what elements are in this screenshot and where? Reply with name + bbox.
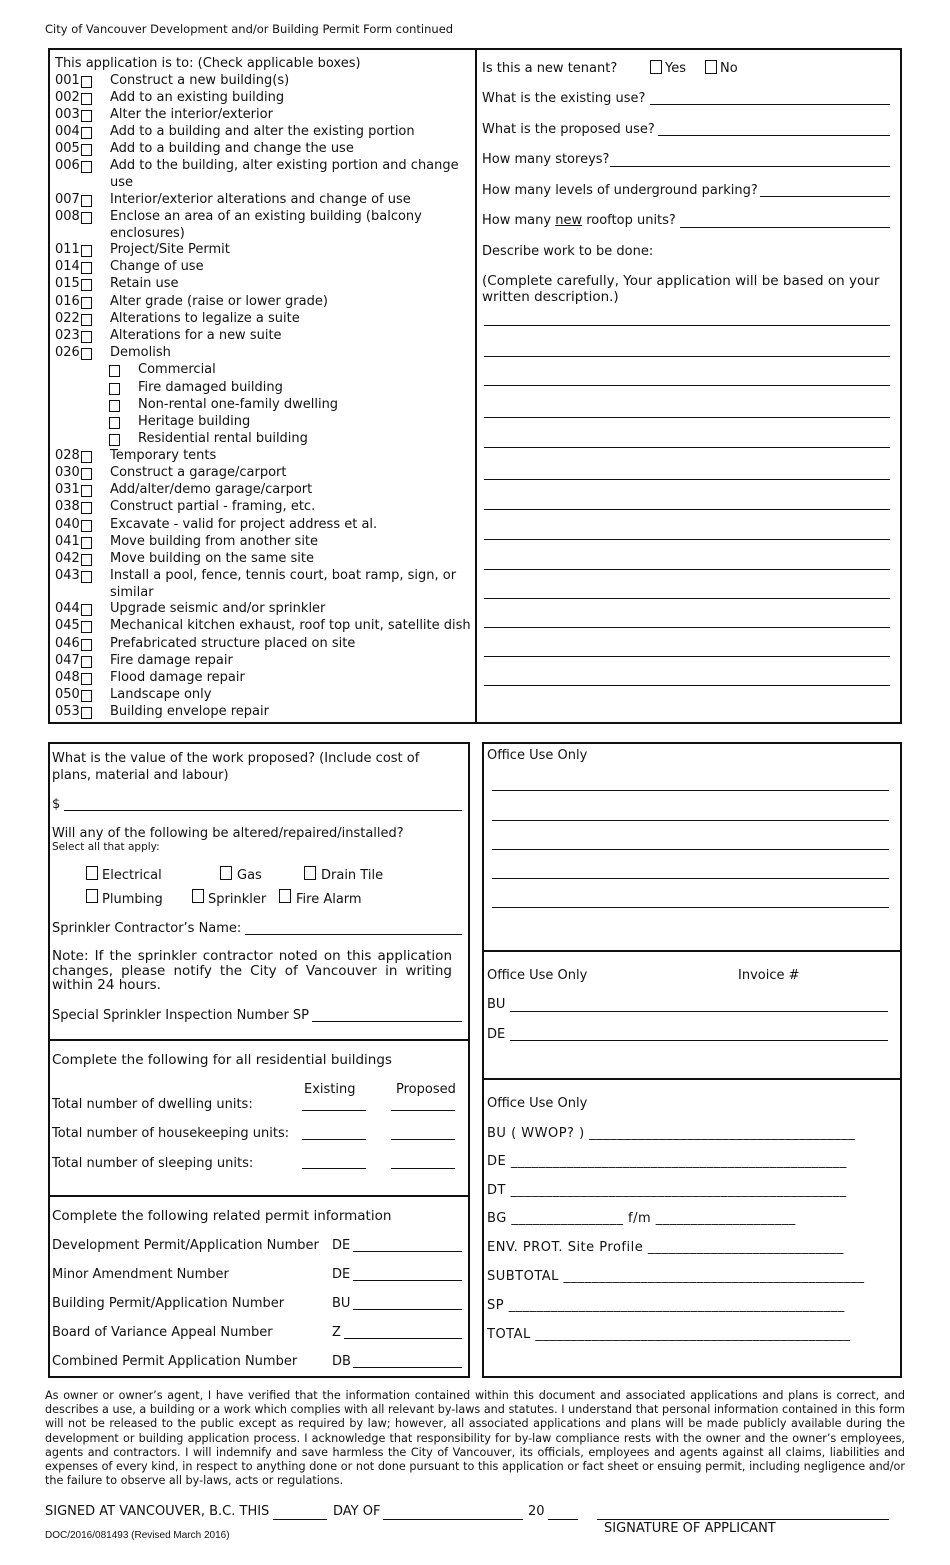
existing-col-label: Existing: [304, 1082, 356, 1097]
doc-number: DOC/2016/081493 (Revised March 2016): [45, 1530, 230, 1541]
new-tenant-no-label: No: [720, 61, 738, 76]
divider-office-3: [482, 1078, 902, 1080]
application-label: Project/Site Permit: [110, 242, 230, 257]
application-checkbox[interactable]: [81, 297, 92, 309]
rooftop-units-field[interactable]: [680, 227, 890, 228]
signed-month-field[interactable]: [383, 1519, 523, 1520]
application-label: Enclose an area of an existing building (balcony: [110, 209, 422, 224]
sprinkler-checkbox[interactable]: [192, 889, 204, 903]
related-permit-label: Board of Variance Appeal Number: [52, 1325, 273, 1340]
application-code: 047: [55, 653, 80, 668]
application-checkbox[interactable]: [81, 571, 92, 583]
fire-alarm-checkbox[interactable]: [279, 889, 291, 903]
description-line[interactable]: [484, 685, 890, 686]
application-label: Move building on the same site: [110, 551, 315, 566]
application-checkbox[interactable]: [81, 502, 92, 514]
sprinkler-note: Note: If the sprinkler contractor noted on this application changes, please notify the City of Vancouver in writing within 24 hours.: [52, 948, 452, 993]
altered-question: Will any of the following be altered/repaired/installed?: [52, 826, 404, 841]
description-line[interactable]: [484, 539, 890, 540]
new-tenant-yes-checkbox[interactable]: [650, 60, 662, 74]
application-code: 046: [55, 636, 80, 651]
office-bu-wwop: BU ( WWOP? ) ______________________________________: [487, 1126, 856, 1141]
application-label: Excavate - valid for project address et al.: [110, 517, 378, 532]
related-permit-label: Development Permit/Application Number: [52, 1238, 319, 1253]
sprinkler-contractor-field[interactable]: [245, 934, 462, 935]
dwelling-units-label: Total number of dwelling units:: [52, 1097, 253, 1112]
application-label: Construct a new building(s): [110, 73, 290, 88]
office-bu-label: BU: [487, 997, 506, 1012]
description-line[interactable]: [484, 385, 890, 386]
application-code: 053: [55, 704, 80, 719]
application-code: 023: [55, 328, 80, 343]
plumbing-label: Plumbing: [102, 892, 163, 907]
application-code: 022: [55, 311, 80, 326]
declaration-text: As owner or owner’s agent, I have verified that the information contained within this document and associated applications and plans is correct, and describes a use, a building or a work which complies with all relevant by-laws and statutes. I understand that personal information contained in this form will not be released to the public except as required by law; however, all associated applications and plans will be made publicly available during the development or building application process. I acknowledge that responsibility for by-law compliance rests with the owner and the owner’s employees, agents and contractors. I will indemnify and save harmless the City of Vancouver, its officials, employees and agents against all claims, liabilities and expenses of every kind, in respect to anything done or not done pursuant to this application or fact sheet or ensuing permit, including negligence and/or the failure to observe all by-laws, acts or regulations.: [45, 1389, 905, 1488]
housekeeping-units-label: Total number of housekeeping units:: [52, 1126, 290, 1141]
sprinkler-contractor-label: Sprinkler Contractor’s Name:: [52, 921, 242, 936]
plumbing-checkbox[interactable]: [86, 889, 98, 903]
related-permit-label: Combined Permit Application Number: [52, 1354, 298, 1369]
demolish-subtype-checkbox[interactable]: [109, 365, 120, 377]
application-label: Alter the interior/exterior: [110, 107, 273, 122]
application-label: Add/alter/demo garage/carport: [110, 482, 313, 497]
divider-related: [48, 1195, 470, 1197]
description-line[interactable]: [484, 509, 890, 510]
description-line[interactable]: [484, 447, 890, 448]
signed-at-label: SIGNED AT VANCOUVER, B.C. THIS: [45, 1504, 270, 1519]
year-prefix: 20: [528, 1504, 545, 1519]
page-header: City of Vancouver Development and/or Building Permit Form continued: [45, 22, 454, 36]
office-use-line[interactable]: [492, 878, 889, 879]
application-code: 007: [55, 192, 80, 207]
dollar-sign: $: [52, 797, 61, 812]
application-checkbox[interactable]: [81, 451, 92, 463]
demolish-subtype-label: Heritage building: [138, 414, 251, 429]
office-de-line: DE ________________________________________________: [487, 1154, 847, 1169]
application-label: Retain use: [110, 276, 179, 291]
office-subtotal-line: SUBTOTAL ___________________________________________: [487, 1269, 865, 1284]
demolish-subtype-label: Residential rental building: [138, 431, 308, 446]
application-checkbox[interactable]: [81, 279, 92, 291]
sleeping-existing-field[interactable]: [302, 1168, 366, 1169]
divider-residential: [48, 1039, 470, 1041]
application-code: 050: [55, 687, 80, 702]
application-checkbox[interactable]: [81, 127, 92, 139]
demolish-subtype-label: Non-rental one-family dwelling: [138, 397, 339, 412]
related-permit-prefix: BU: [332, 1296, 351, 1311]
signature-field[interactable]: [597, 1519, 889, 1520]
office-env-line: ENV. PROT. Site Profile ____________________________: [487, 1240, 844, 1255]
application-checkbox[interactable]: [81, 485, 92, 497]
office-use-line[interactable]: [492, 790, 889, 791]
application-label: Add to a building and change the use: [110, 141, 354, 156]
application-label: Upgrade seismic and/or sprinkler: [110, 601, 326, 616]
application-label: Prefabricated structure placed on site: [110, 636, 356, 651]
application-code: 041: [55, 534, 80, 549]
application-checkbox[interactable]: [81, 195, 92, 207]
application-code: 048: [55, 670, 80, 685]
description-line[interactable]: [484, 356, 890, 357]
application-checkbox[interactable]: [81, 161, 92, 173]
application-code: 014: [55, 259, 80, 274]
demolish-subtype-checkbox[interactable]: [109, 383, 120, 395]
related-permit-field[interactable]: [344, 1338, 462, 1339]
office-bg-line: BG ________________ f/m ____________________: [487, 1211, 796, 1226]
office-use-line[interactable]: [492, 849, 889, 850]
application-checkbox[interactable]: [81, 212, 92, 224]
demolish-subtype-label: Commercial: [138, 362, 216, 377]
signed-day-field[interactable]: [273, 1519, 327, 1520]
description-line[interactable]: [484, 479, 890, 480]
sleeping-proposed-field[interactable]: [391, 1168, 455, 1169]
office-bu-field[interactable]: [510, 1011, 888, 1012]
application-code: 042: [55, 551, 80, 566]
application-code: 044: [55, 601, 80, 616]
electrical-checkbox[interactable]: [86, 866, 98, 880]
application-checkbox[interactable]: [81, 348, 92, 360]
special-sprinkler-label: Special Sprinkler Inspection Number SP: [52, 1008, 310, 1023]
application-checkbox[interactable]: [81, 262, 92, 274]
rooftop-units-label: How many new rooftop units?: [482, 213, 676, 228]
description-line[interactable]: [484, 569, 890, 570]
application-code: 028: [55, 448, 80, 463]
proposed-col-label: Proposed: [396, 1082, 456, 1097]
application-label: Alterations to legalize a suite: [110, 311, 300, 326]
application-code: 004: [55, 124, 80, 139]
office-total-line: TOTAL _____________________________________________: [487, 1327, 851, 1342]
application-label: Interior/exterior alterations and change of use: [110, 192, 411, 207]
office-use-line[interactable]: [492, 820, 889, 821]
application-label: Flood damage repair: [110, 670, 245, 685]
application-code: 016: [55, 294, 80, 309]
related-permit-prefix: DE: [332, 1267, 351, 1282]
drain-tile-label: Drain Tile: [321, 868, 384, 883]
application-code: 040: [55, 517, 80, 532]
housekeeping-existing-field[interactable]: [302, 1139, 366, 1140]
application-checkbox[interactable]: [81, 331, 92, 343]
new-tenant-no-checkbox[interactable]: [705, 60, 717, 74]
application-checkbox[interactable]: [81, 245, 92, 257]
related-permit-field[interactable]: [353, 1367, 462, 1368]
application-checkbox[interactable]: [81, 314, 92, 326]
application-label: Temporary tents: [110, 448, 217, 463]
application-checkbox[interactable]: [81, 656, 92, 668]
application-code: 011: [55, 242, 80, 257]
underground-parking-label: How many levels of underground parking?: [482, 183, 758, 198]
sprinkler-label: Sprinkler: [208, 892, 267, 907]
application-code: 006: [55, 158, 80, 173]
application-checkbox[interactable]: [81, 554, 92, 566]
related-heading: Complete the following related permit information: [52, 1208, 392, 1224]
related-permit-prefix: Z: [332, 1325, 341, 1340]
application-code: 026: [55, 345, 80, 360]
application-label: Install a pool, fence, tennis court, boat ramp, sign, or: [110, 568, 457, 583]
application-label: Mechanical kitchen exhaust, roof top unit, satellite dish: [110, 618, 471, 633]
application-code: 008: [55, 209, 80, 224]
signed-year-field[interactable]: [548, 1519, 578, 1520]
related-permit-prefix: DB: [332, 1354, 351, 1369]
describe-note: (Complete carefully, Your application will be based on your written description.): [482, 273, 880, 305]
application-checkbox[interactable]: [81, 621, 92, 633]
underground-parking-field[interactable]: [760, 196, 890, 197]
drain-tile-checkbox[interactable]: [304, 866, 316, 880]
application-code: 038: [55, 499, 80, 514]
related-permit-field[interactable]: [353, 1251, 462, 1252]
description-line[interactable]: [484, 325, 890, 326]
application-checkbox[interactable]: [81, 468, 92, 480]
gas-checkbox[interactable]: [220, 866, 232, 880]
dwelling-existing-field[interactable]: [302, 1110, 366, 1111]
application-code: 002: [55, 90, 80, 105]
office-dt-line: DT ________________________________________________: [487, 1183, 847, 1198]
application-heading: This application is to: (Check applicable boxes): [55, 56, 361, 71]
select-all-note: Select all that apply:: [52, 841, 160, 853]
application-checkbox[interactable]: [81, 93, 92, 105]
application-checkbox[interactable]: [81, 520, 92, 532]
fire-alarm-label: Fire Alarm: [296, 892, 362, 907]
divider-office-2: [482, 950, 902, 952]
application-label: Add to the building, alter existing portion and change: [110, 158, 459, 173]
storeys-field[interactable]: [610, 166, 890, 167]
demolish-subtype-checkbox[interactable]: [109, 400, 120, 412]
office-de-label: DE: [487, 1027, 506, 1042]
application-label: Fire damage repair: [110, 653, 233, 668]
invoice-label: Invoice #: [738, 968, 800, 983]
dwelling-proposed-field[interactable]: [391, 1110, 455, 1111]
residential-heading: Complete the following for all residential buildings: [52, 1052, 392, 1068]
application-code: 015: [55, 276, 80, 291]
application-code: 030: [55, 465, 80, 480]
value-question: What is the value of the work proposed? (Include cost of plans, material and labour): [52, 751, 420, 783]
office-use-title-1: Office Use Only: [487, 748, 588, 763]
description-line[interactable]: [484, 598, 890, 599]
application-checkbox[interactable]: [81, 690, 92, 702]
related-permit-field[interactable]: [353, 1309, 462, 1310]
application-label: Alter grade (raise or lower grade): [110, 294, 328, 309]
related-permit-prefix: DE: [332, 1238, 351, 1253]
office-de-field[interactable]: [510, 1040, 888, 1041]
describe-work-label: Describe work to be done:: [482, 244, 654, 259]
sleeping-units-label: Total number of sleeping units:: [52, 1156, 254, 1171]
existing-use-label: What is the existing use?: [482, 91, 646, 106]
application-code: 031: [55, 482, 80, 497]
application-label: Add to a building and alter the existing portion: [110, 124, 415, 139]
related-permit-label: Minor Amendment Number: [52, 1267, 229, 1282]
application-label: Landscape only: [110, 687, 212, 702]
demolish-subtype-checkbox[interactable]: [109, 417, 120, 429]
new-tenant-question: Is this a new tenant?: [482, 61, 618, 76]
application-label: Building envelope repair: [110, 704, 269, 719]
application-checkbox[interactable]: [81, 673, 92, 685]
application-label: Add to an existing building: [110, 90, 285, 105]
application-label: Alterations for a new suite: [110, 328, 282, 343]
office-sp-line: SP ________________________________________________: [487, 1298, 845, 1313]
application-checkbox[interactable]: [81, 707, 92, 719]
electrical-label: Electrical: [102, 868, 162, 883]
application-code: 043: [55, 568, 80, 583]
description-line[interactable]: [484, 656, 890, 657]
application-label: Move building from another site: [110, 534, 319, 549]
application-label-cont: similar: [110, 585, 154, 600]
gas-label: Gas: [237, 868, 262, 883]
application-checkbox[interactable]: [81, 604, 92, 616]
application-checkbox[interactable]: [81, 639, 92, 651]
existing-use-field[interactable]: [650, 104, 890, 105]
demolish-subtype-label: Fire damaged building: [138, 380, 283, 395]
application-label-cont: enclosures): [110, 226, 185, 241]
application-label-cont: use: [110, 175, 134, 190]
related-permit-label: Building Permit/Application Number: [52, 1296, 285, 1311]
description-line[interactable]: [484, 627, 890, 628]
application-label: Construct partial - framing, etc.: [110, 499, 316, 514]
new-tenant-yes-label: Yes: [665, 61, 686, 76]
housekeeping-proposed-field[interactable]: [391, 1139, 455, 1140]
application-checkbox[interactable]: [81, 537, 92, 549]
application-checkbox[interactable]: [81, 76, 92, 88]
application-code: 045: [55, 618, 80, 633]
demolish-subtype-checkbox[interactable]: [109, 434, 120, 446]
related-permit-field[interactable]: [353, 1280, 462, 1281]
section-divider: [475, 48, 477, 724]
description-line[interactable]: [484, 417, 890, 418]
application-label: Change of use: [110, 259, 204, 274]
application-label: Demolish: [110, 345, 171, 360]
application-code: 003: [55, 107, 80, 122]
day-of-label: DAY OF: [333, 1504, 381, 1519]
proposed-use-label: What is the proposed use?: [482, 122, 655, 137]
signature-label: SIGNATURE OF APPLICANT: [604, 1521, 776, 1536]
application-code: 005: [55, 141, 80, 156]
application-checkbox[interactable]: [81, 110, 92, 122]
office-use-title-2: Office Use Only: [487, 968, 588, 983]
value-field[interactable]: [64, 810, 462, 811]
storeys-label: How many storeys?: [482, 152, 610, 167]
application-label: Construct a garage/carport: [110, 465, 287, 480]
proposed-use-field[interactable]: [658, 135, 890, 136]
application-code: 001: [55, 73, 80, 88]
application-checkbox[interactable]: [81, 144, 92, 156]
office-use-line[interactable]: [492, 907, 889, 908]
special-sprinkler-field[interactable]: [312, 1021, 462, 1022]
office-use-title-3: Office Use Only: [487, 1096, 588, 1111]
